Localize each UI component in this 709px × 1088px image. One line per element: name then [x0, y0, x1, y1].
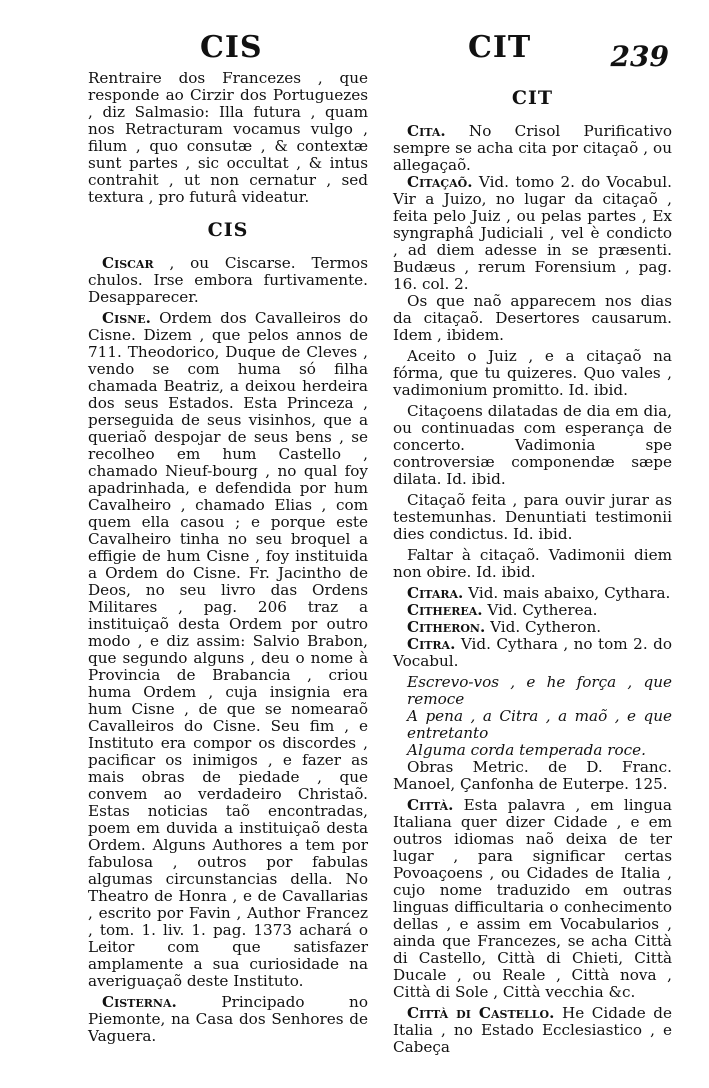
definition-citta-di-castello: He Cidade de Italia , no Estado Ecclesiastico , e Cabeça: [393, 1004, 672, 1056]
definition-citta: Esta palavra , em lingua Italiana quer dizer Cidade , e em outros idiomas naõ deixa de ter lugar , para significar certas Povoaçoens , ou Cidades de Italia , cujo nome traduzido em outras linguas difficultaria o conhecimento dellas , e assim em Vocabularios , ainda que Francezes, se acha Città di Castello, Città di Chieti, Città Ducale , ou Reale , Città nova , Città di Sole , Città vecchia &c.: [393, 796, 672, 1001]
entry-rentraire: Rentraire dos Francezes , que responde ao Cirzir dos Portuguezes , diz Salmasio: Illa futura , quam nos Retracturam vocamus vulgo , filum , quo consutæ , & contextæ sunt partes , sic occultat , & intus contrahit , ut non cernatur , sed textura , pro futurâ videatur.: [88, 69, 368, 206]
citacao-desertores: Os que naõ apparecem nos dias da citaçaõ. Desertores causarum. Idem , ibidem.: [393, 292, 672, 344]
entry-cita: [393, 123, 672, 174]
definition-cisne: Ordem dos Cavalleiros do Cisne. Dizem , que pelos annos de 711. Theodorico, Duque de Cleves , vendo se com huma só filha chamada Beatriz, a deixou herdeira dos seus Estados. Esta Princeza , perseguida de seus visinhos, que a queriaõ despojar de seus bens , se recolheo em hum Castello , chamado Nieuf-bourg , no qual foy apadrinhada, e defendida por hum Cavalheiro , chamado Elias , com quem ella casou ; e porque este Cavalheiro tinha no seu broquel a effigie de hum Cisne , foy instituida a Ordem do Cisne. Fr. Jacintho de Deos, no seu livro das Ordens Militares , pag. 206 traz a instituiçaõ desta Ordem por outro modo , e diz assim: Salvio Brabon, que segundo alguns , deu o nome à Provincia de Brabancia , criou huma Ordem , cuja insignia era hum Cisne , de que se nomearaõ Cavalleiros do Cisne. Seu fim , e Instituto era compor os discordes , pacificar os inimigos , e fazer as mais obras de piedade , que convem ao verdadeiro Christaõ. Estas noticias taõ encontradas, poem em duvida a instituiçaõ desta Ordem. Alguns Authores a tem por fabulosa , outros por fabulas algumas circunstancias della. No Theatro de Honra , e de Cavallarias , escrito por Favin , Author Francez , tom. 1. liv. 1. pag. 1373 achará o Leitor com que satisfazer amplamente a sua curiosidade na averiguaçaõ deste Instituto.: [88, 309, 368, 990]
right-column: [393, 70, 672, 1056]
headword-cisterna: Cisterna.: [102, 993, 177, 1011]
entry-citacao: [393, 174, 672, 293]
headword-citta-di-castello: Città di Castello.: [407, 1004, 555, 1022]
left-running-head: CIS: [200, 30, 263, 65]
headword-citacao: Citaçaõ.: [407, 173, 473, 191]
definition-citacao: Vid. tomo 2. do Vocabul. Vir a Juizo, no lugar da citaçaõ , feita pelo Juiz , ou pelas partes , Ex syngraphâ Judiciali , vel è condicto , ad diem adesse in se præsenti. Budæus , rerum Forensium , pag. 16. col. 2.: [393, 173, 672, 293]
entry-cisne: [88, 310, 368, 990]
entry-cisterna: [88, 994, 368, 1045]
entry-citra: [393, 636, 672, 670]
headword-citta: Città.: [407, 796, 454, 814]
citacao-aceito: Aceito o Juiz , e a citaçaõ na fórma, que tu quizeres. Quo vales , vadimonium promitto. Id. ibid.: [393, 347, 672, 399]
entry-citherea: [393, 602, 672, 619]
headword-citra: Citra.: [407, 635, 456, 653]
headword-cita: Cita.: [407, 122, 446, 140]
definition-citra: Vid. Cythara , no tom 2. do Vocabul.: [393, 635, 672, 670]
page-number: 239: [610, 40, 669, 73]
entry-citta: [393, 797, 672, 1001]
verse-source: Obras Metric. de D. Franc. Manoel, Çanfonha de Euterpe. 125.: [393, 758, 672, 793]
section-heading-cis: CIS: [207, 219, 249, 241]
verse-line-1: Escrevo-vos , e he força , que remoce: [407, 673, 672, 708]
section-heading-cit: CIT: [511, 87, 554, 109]
citacao-faltar: Faltar à citaçaõ. Vadimonii diem non obire. Id. ibid.: [393, 546, 672, 581]
definition-ciscar: , ou Ciscarse. Termos chulos. Irse embora furtivamente. Desapparecer.: [88, 254, 368, 306]
entry-citara: [393, 585, 672, 602]
definition-cisterna: Principado no Piemonte, na Casa dos Senhores de Vaguera.: [88, 993, 368, 1045]
definition-cita: No Crisol Purificativo sempre se acha cita por citaçaõ , ou allegaçaõ.: [393, 122, 672, 174]
headword-ciscar: Ciscar: [102, 254, 154, 272]
definition-citheron: Vid. Cytheron.: [485, 618, 602, 636]
citacao-testemunhas: Citaçaõ feita , para ouvir jurar as testemunhas. Denuntiati testimonii dies condictus. Id. ibid.: [393, 491, 672, 543]
entry-citta-di-castello: [393, 1005, 672, 1056]
headword-citara: Citara.: [407, 584, 464, 602]
right-running-head: CIT: [468, 30, 532, 65]
entry-citheron: [393, 619, 672, 636]
verse-line-2: A pena , a Citra , a maõ , e que entretanto: [407, 707, 672, 742]
left-column: [88, 70, 368, 1045]
verse-line-3: Alguma corda temperada roce.: [407, 741, 646, 759]
citacao-dilatadas: Citaçoens dilatadas de dia em dia, ou continuadas com esperança de concerto. Vadimonia spe controversiæ componendæ sæpe dilata. Id. ibid.: [393, 402, 672, 488]
definition-citherea: Vid. Cytherea.: [482, 601, 598, 619]
headword-cisne: Cisne.: [102, 309, 151, 327]
definition-citara: Vid. mais abaixo, Cythara.: [463, 584, 671, 602]
headword-citheron: Citheron.: [407, 618, 486, 636]
headword-citherea: Citherea.: [407, 601, 483, 619]
entry-ciscar: [88, 255, 368, 306]
